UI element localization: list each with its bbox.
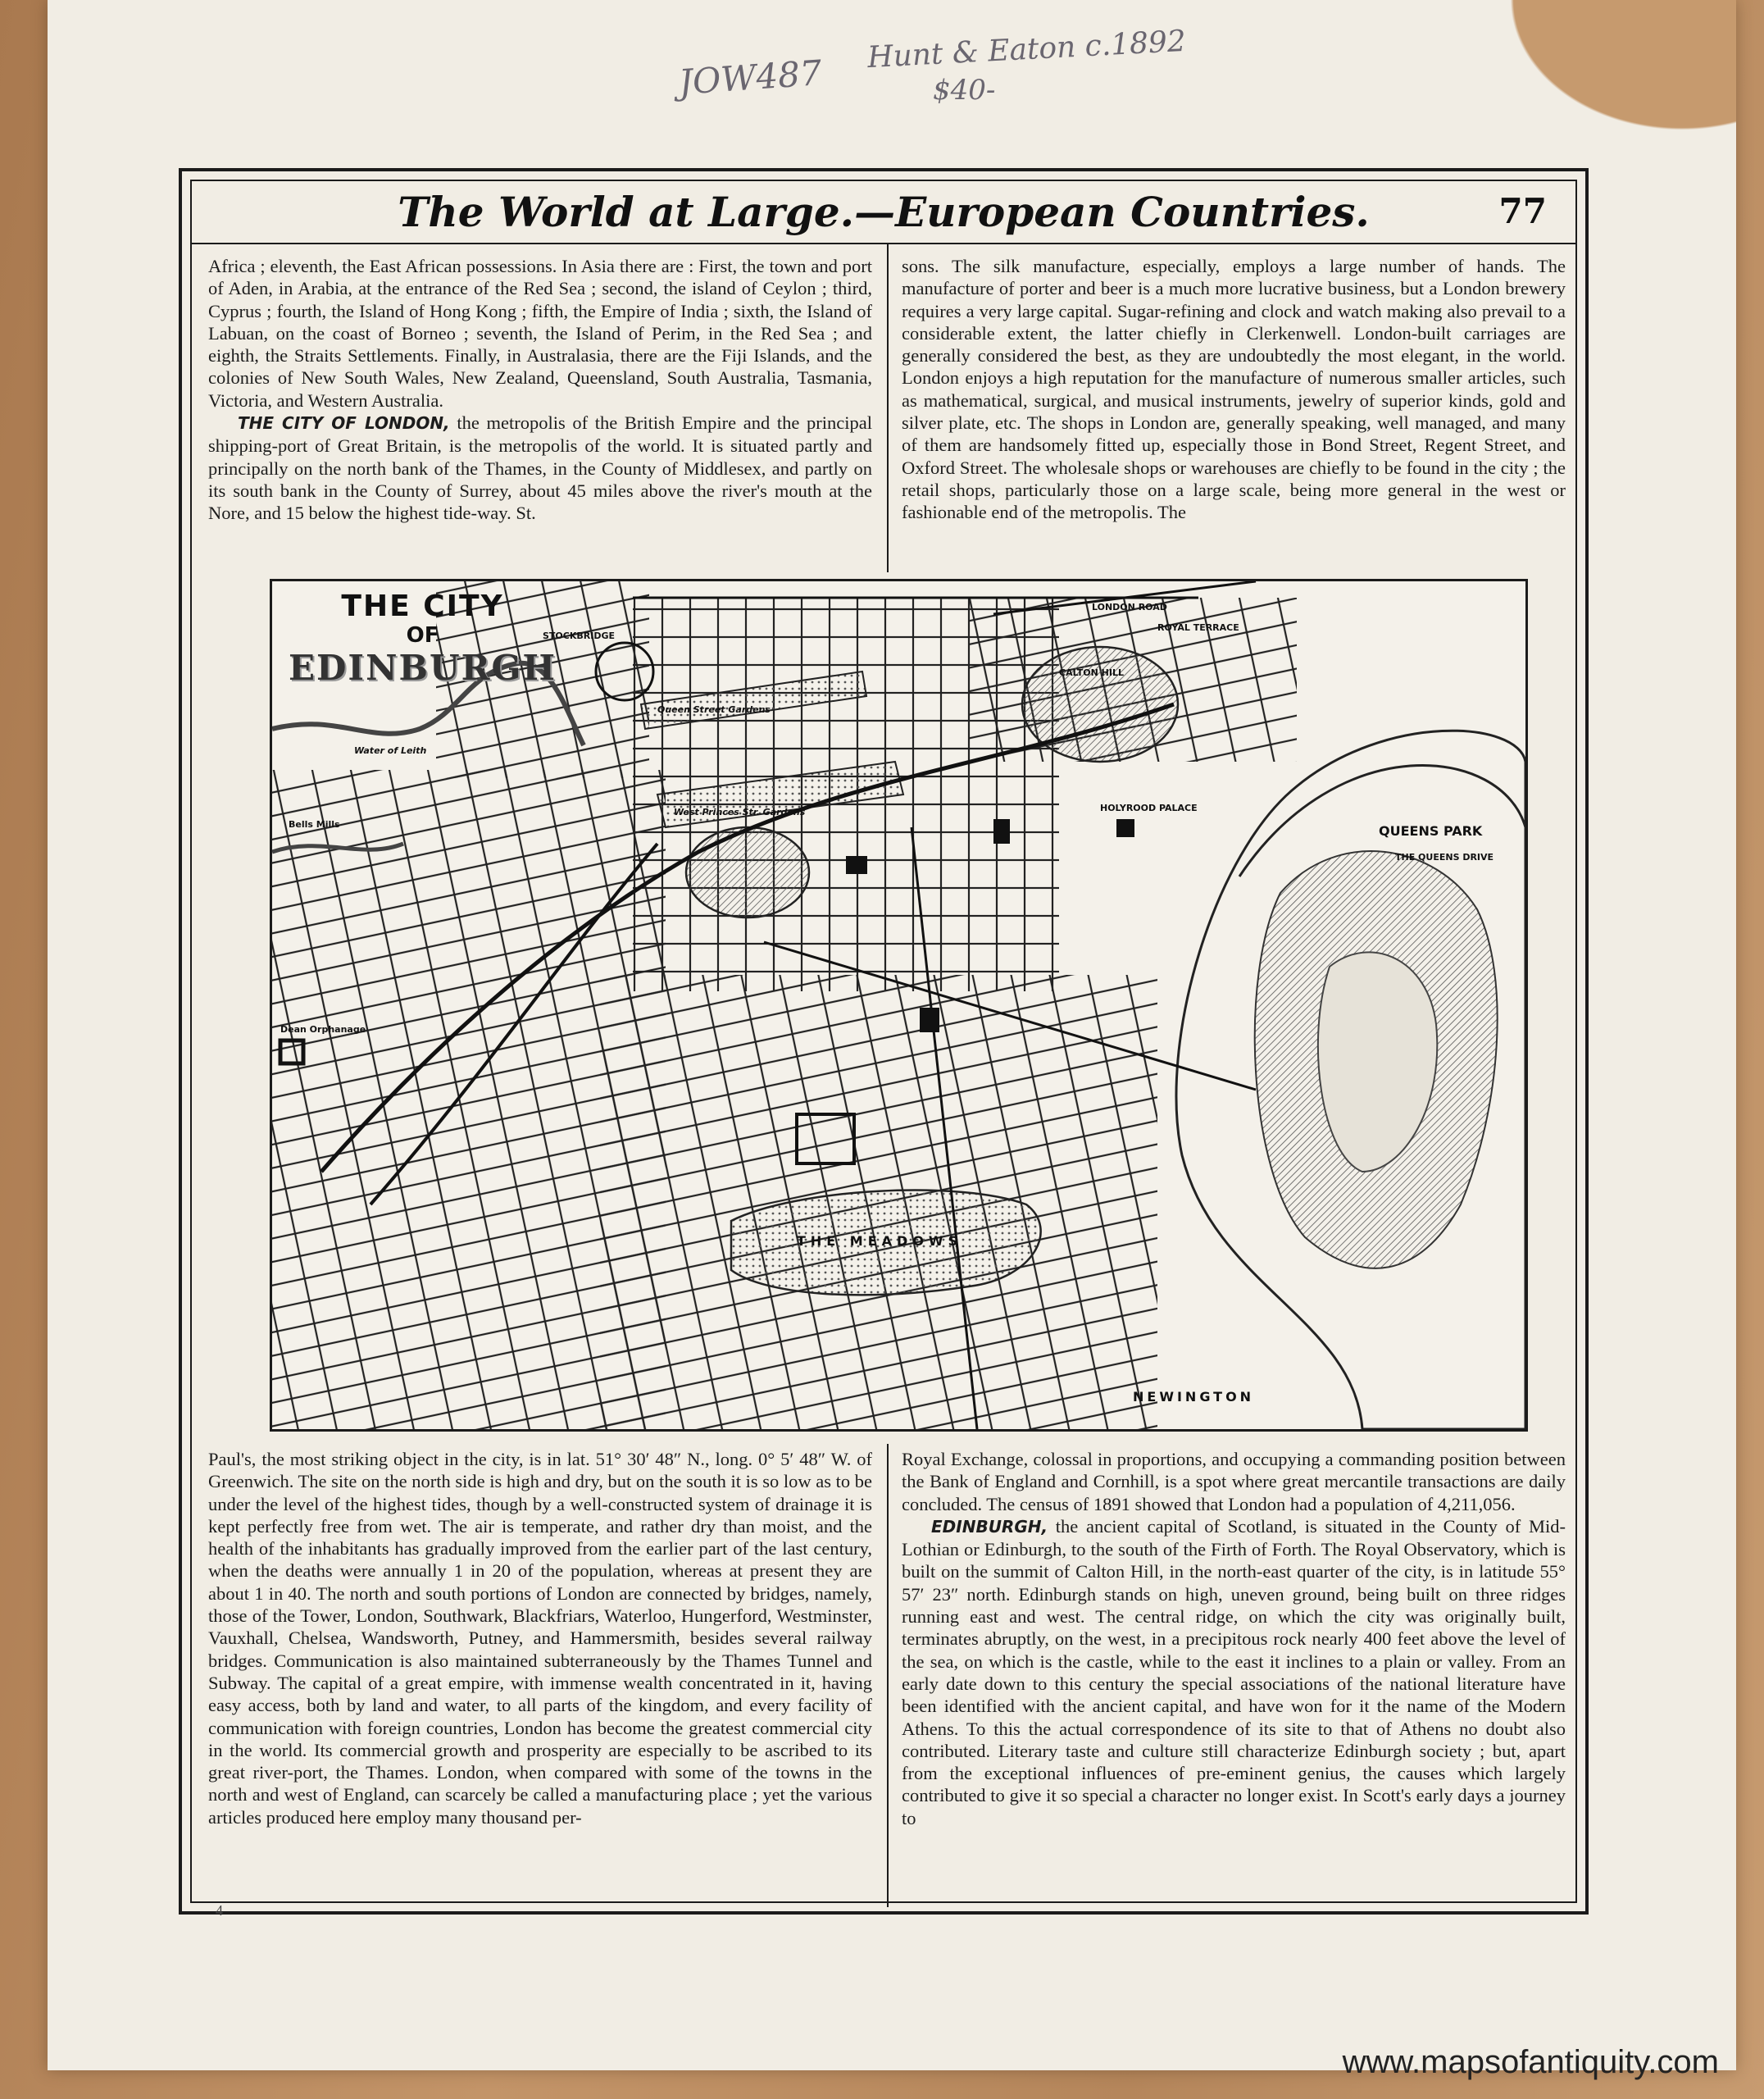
map-label-meadows: THE MEADOWS: [797, 1233, 963, 1249]
paragraph-colonies: Africa ; eleventh, the East African possessions. In Asia there are : First, the town and port of Aden, in Arabia, at the entrance of the Red Sea ; second, the island of Ceylon ; third, Cyprus ; fourth, the Island of Hong Kong ; fifth, the Empire of India ; sixth, the Island of Labuan, on the coast of Borneo ; seventh, the Island of Perim, in the Red Sea ; and eighth, the Straits Settlements. Finally, in Australasia, there are the Fiji Islands, and the colonies of New South Wales, New Zealand, Queensland, South Australia, Tasmania, Victoria, and Western Australia.: [208, 256, 872, 411]
map-label-dean-orphanage: Dean Orphanage: [280, 1024, 366, 1035]
edinburgh-map: [270, 579, 1528, 1432]
section-lead-edinburgh: EDINBURGH,: [931, 1516, 1048, 1537]
map-label-newington: NEWINGTON: [1133, 1389, 1255, 1405]
map-title-line3: EDINBURGH: [289, 648, 557, 688]
handwritten-inventory-number: JOW487: [677, 52, 824, 103]
section-lead-london: THE CITY OF LONDON,: [238, 413, 450, 434]
map-label-stockbridge: STOCKBRIDGE: [543, 631, 615, 641]
paragraph-london-text: the metropolis of the British Empire and the principal shipping-port of Great Britain, is the metropolis of the world. It is situated partly and principally on the north bank of the Thames, in the County of Middlesex, and partly on its south bank in the County of Surrey, about 45 miles above the river's mouth at the Nore, and 15 below the highest tide-way. St.: [208, 412, 872, 524]
paragraph-london-geography: Paul's, the most striking object in the city, is in lat. 51° 30′ 48″ N., long. 0° 5′ 48″ W. of Greenwich. The site on the north side is high and dry, but on the south it is so low as to be under the level of the highest tides, though by a well-constructed system of drainage it is kept perfectly free from wet. The air is temperate, and rather dry than moist, and the health of the inhabitants has gradually improved from the earlier part of the last century, when the deaths were annually 1 in 20 of the population, whereas at present they are about 1 in 40. The north and south portions of London are connected by bridges, namely, those of the Tower, London, Southwark, Blackfriars, Waterloo, Hungerford, Westminster, Vauxhall, Chelsea, Wandsworth, Putney, and Hammersmith, besides several railway bridges. Communication is also maintained subterraneously by the Thames Tunnel and Subway. The capital of a great empire, with immense wealth concentrated in it, having easy access, both by land and water, to all parts of the kingdom, and every facility of communication with foreign countries, London has become the greatest commercial city in the world. Its commercial growth and prosperity are especially to be ascribed to its great river-port, the Thames. London, when compared with some of the towns in the north and west of England, can scarcely be called a manufacturing place ; yet the various articles produced here employ many thousand per-: [208, 1449, 872, 1828]
map-label-bells-mills: Bells Mills: [289, 819, 340, 830]
paragraph-royal-exchange: Royal Exchange, colossal in proportions, and occupying a commanding position between the Bank of England and Cornhill, is a spot where great mercantile transactions are daily concluded. The census of 1891 showed that London had a population of 4,211,056.: [902, 1449, 1566, 1514]
map-label-west-princes-gardens: West Princes Str. Gardens: [674, 807, 806, 817]
text-column-top-left: [208, 255, 872, 571]
map-building-2: [920, 1008, 939, 1032]
text-column-top-right: [902, 255, 1566, 571]
map-title-line2: OF: [406, 623, 439, 648]
map-label-queens-park: QUEENS PARK: [1379, 823, 1483, 839]
column-divider-bottom: [887, 1444, 889, 1907]
text-column-bottom-left: [208, 1448, 872, 1903]
page-title: The World at Large.—European Countries.: [398, 188, 1370, 236]
map-title-line1: THE CITY: [341, 590, 504, 623]
map-label-queen-street-gardens: Queen Street Gardens: [657, 704, 771, 715]
edinburgh-map-drawing: [272, 581, 1525, 1429]
page-frame: [179, 168, 1589, 1915]
paragraph-london-intro: [208, 412, 872, 524]
paragraph-london-industry: sons. The silk manufacture, especially, employs a large number of hands. The manufacture of porter and beer is a much more lucrative business, but a London brewery requires a very large capital. Sugar-refining and clock and watch making also prevail to a considerable extent, the latter chiefly in Clerkenwell. London-built carriages are generally considered the best, as they are undoubtedly the most elegant, in the world. London enjoys a high reputation for the manufacture of numerous smaller articles, such as mathematical, surgical, and musical instruments, jewelry of superior kinds, gold and silver plate, etc. The shops in London are, generally speaking, well managed, and many of them are handsomely fitted up, especially those in Bond Street, Regent Street, and Oxford Street. The wholesale shops or warehouses are chiefly to be found in the city ; the retail shops, particularly those on a large scale, being more general in the west or fashionable end of the metropolis. The: [902, 256, 1566, 523]
column-divider-top: [887, 244, 889, 572]
map-label-queens-drive: THE QUEENS DRIVE: [1395, 852, 1494, 863]
page-number: 77: [1498, 191, 1547, 231]
antique-page-sheet: [48, 0, 1736, 2070]
map-title: [289, 590, 557, 688]
map-label-holyrood-palace: HOLYROOD PALACE: [1100, 803, 1198, 813]
map-holyrood-building: [1116, 819, 1134, 837]
handwritten-attribution: Hunt & Eaton c.1892: [866, 24, 1187, 75]
map-label-water-of-leith: Water of Leith: [354, 745, 427, 756]
page-header: [192, 181, 1575, 244]
torn-corner: [1466, 0, 1736, 164]
map-building-1: [846, 856, 867, 874]
map-building-3: [993, 819, 1010, 844]
paragraph-edinburgh-text: the ancient capital of Scotland, is situated in the County of Mid-Lothian or Edinburgh, to the south of the Firth of Forth. The Royal Observatory, which is built on the summit of Calton Hill, in the north-east quarter of the city, is in latitude 55° 57′ 23″ north. Edinburgh stands on high, uneven ground, being built on three ridges running east and west. The central ridge, on which the city was originally built, terminates abruptly, on the west, in a precipitous rock nearly 400 feet above the level of the sea, on which is the castle, while to the east it inclines to a plain or valley. From an early date down to this century the special associations of the national literature have been identified with the ancient capital, and have won for it the name of the Modern Athens. To this the actual correspondence of its site to that of Athens no doubt also contributed. Literary taste and culture still characterize Edinburgh society ; but, apart from the exceptional influences of pre-eminent genius, the causes which largely contributed to give it so special a character no longer exist. In Scott's early days a journey to: [902, 1515, 1566, 1828]
map-castle-rock: [686, 827, 809, 917]
printer-signature-mark: 4: [216, 1902, 223, 1919]
map-label-calton-hill: CALTON HILL: [1059, 667, 1124, 678]
handwritten-price: $40-: [933, 74, 996, 107]
text-column-bottom-right: [902, 1448, 1566, 1903]
website-watermark: www.mapsofantiquity.com: [1342, 2044, 1719, 2080]
page-frame-inner: [190, 180, 1577, 1903]
map-label-london-road: LONDON ROAD: [1092, 602, 1167, 612]
paragraph-edinburgh: [902, 1515, 1566, 1829]
map-label-royal-terrace: ROYAL TERRACE: [1157, 622, 1239, 633]
